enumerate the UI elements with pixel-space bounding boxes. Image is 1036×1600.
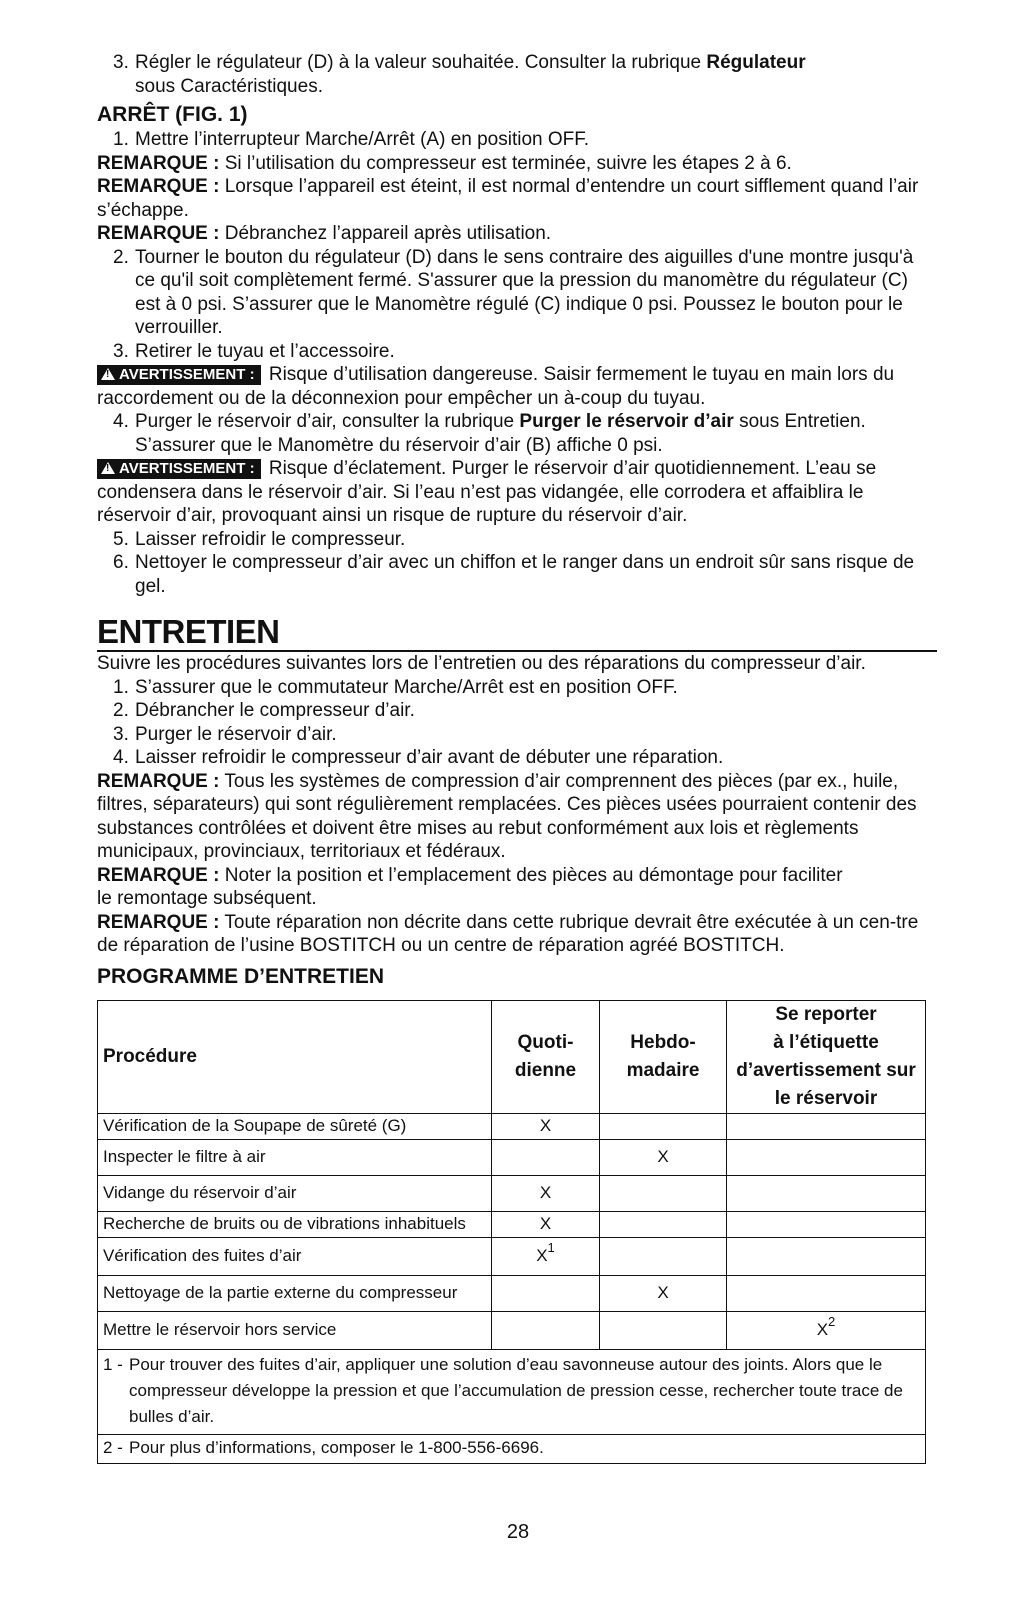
list-item: 3. Purger le réservoir d’air. [113,723,337,745]
warning-badge: !AVERTISSEMENT : [97,459,261,479]
footnote-2: 2 - Pour plus d’informations, composer le 1-800-556-6696. [103,1437,544,1457]
header-daily: Quoti- dienne [492,1000,600,1113]
remark: REMARQUE : Tous les systèmes de compression d’air comprennent des pièces (par ex., huile, filtres, séparateurs) qui sont régulièrement remplacées. Ces pièces usées pourraient contenir des substances contrôlées et doivent être mises au rebut conformément aux lois et règlements municipaux, provinciaux, territoriaux et fédéraux. [97,770,917,862]
table-row: Vérification des fuites d’air $X^1$ [98,1237,926,1275]
section-heading-programme: PROGRAMME D’ENTRETIEN [97,964,385,988]
content-column [97,51,937,1464]
warning-triangle-icon [101,368,115,380]
table-row: Recherche de bruits ou de vibrations inhabituels X [98,1211,926,1237]
list-item: 1. Mettre l’interrupteur Marche/Arrêt (A) en position OFF. [113,129,590,150]
list-item: 3. Régler le régulateur (D) à la valeur souhaitée. Consulter la rubrique Régulateur sous Caractéristiques. [113,52,806,97]
table-row: Mettre le réservoir hors service $X^2$ [98,1311,926,1349]
list-item: 2. Tourner le bouton du régulateur (D) dans le sens contraire des aiguilles d'une montre jusqu'à ce qu'il soit complètement fermé. S'assurer que la pression du manomètre du régulateur (C) est à 0 psi. S’assurer que le Manomètre régulé (C) indique 0 psi. Poussez le bouton pour le verrouiller. [113,246,914,338]
footnote-1: 1 - Pour trouver des fuites d’air, appliquer une solution d’eau savonneuse autour des joints. Alors que le compresseur développe la pression et que l’accumulation de pression cesse, rechercher toute trace de bulles d’air. [103,1354,903,1426]
warning-badge: !AVERTISSEMENT : [97,365,261,385]
section-heading-entretien: ENTRETIEN [97,614,937,652]
warning-paragraph: !AVERTISSEMENT : Risque d’utilisation dangereuse. Saisir fermement le tuyau en main lors du raccordement ou de la déconnexion pour empêcher un à-coup du tuyau. [97,363,937,410]
list-item: 4. Purger le réservoir d’air, consulter la rubrique Purger le réservoir d’air sous Entretien. S’assurer que le Manomètre du réservoir d’air (B) affiche 0 psi. [113,411,866,456]
remark: REMARQUE : Si l’utilisation du compresseur est terminée, suivre les étapes 2 à 6. [97,152,792,174]
table-row: Inspecter le filtre à air X [98,1139,926,1175]
section-heading-arret: ARRÊT (FIG. 1) [97,103,248,126]
remark: REMARQUE : Toute réparation non décrite dans cette rubrique devrait être exécutée à un cen-tre de réparation de l’usine BOSTITCH ou un centre de réparation agréé BOSTITCH. [97,911,919,956]
list-item: 3. Retirer le tuyau et l’accessoire. [113,340,395,362]
maintenance-schedule-table [97,1000,926,1464]
list-item: 4. Laisser refroidir le compresseur d’air avant de débuter une réparation. [113,747,724,768]
table-footnote-row [98,1349,926,1434]
table-header-row [98,1000,926,1113]
remark: REMARQUE : Débranchez l’appareil après utilisation. [97,223,552,244]
table-row: Vidange du réservoir d’air X [98,1175,926,1211]
header-see-label: Se reporter à l’étiquette d’avertissement sur le réservoir [727,1000,926,1113]
list-item: 5. Laisser refroidir le compresseur. [113,528,406,550]
page-number: 28 [506,1521,530,1543]
warning-triangle-icon [101,462,115,474]
remark: REMARQUE : Lorsque l’appareil est éteint, il est normal d’entendre un court sifflement quand l’air s’échappe. [97,176,919,221]
header-weekly: Hebdo- madaire [600,1000,727,1113]
remark: REMARQUE : Noter la position et l’emplacement des pièces au démontage pour faciliter le remontage subséquent. [97,864,843,909]
table-row: Nettoyage de la partie externe du compresseur X [98,1275,926,1311]
list-item: 2. Débrancher le compresseur d’air. [113,700,415,721]
list-item: 6. Nettoyer le compresseur d’air avec un chiffon et le ranger dans un endroit sûr sans risque de gel. [113,552,915,597]
table-row: Vérification de la Soupape de sûreté (G) X [98,1113,926,1139]
warning-paragraph: !AVERTISSEMENT : Risque d’éclatement. Purger le réservoir d’air quotidiennement. L’eau se condensera dans le réservoir d’air. Si l’eau n’est pas vidangée, elle corrodera et affaiblira le réservoir d’air, provoquant ainsi un risque de rupture du réservoir d’air. [97,457,937,528]
header-procedure: Procédure [98,1000,492,1113]
table-footnote-row [98,1434,926,1463]
list-item: 1. S’assurer que le commutateur Marche/Arrêt est en position OFF. [113,676,678,698]
intro-text: Suivre les procédures suivantes lors de l’entretien ou des réparations du compresseur d’air. [97,653,866,674]
